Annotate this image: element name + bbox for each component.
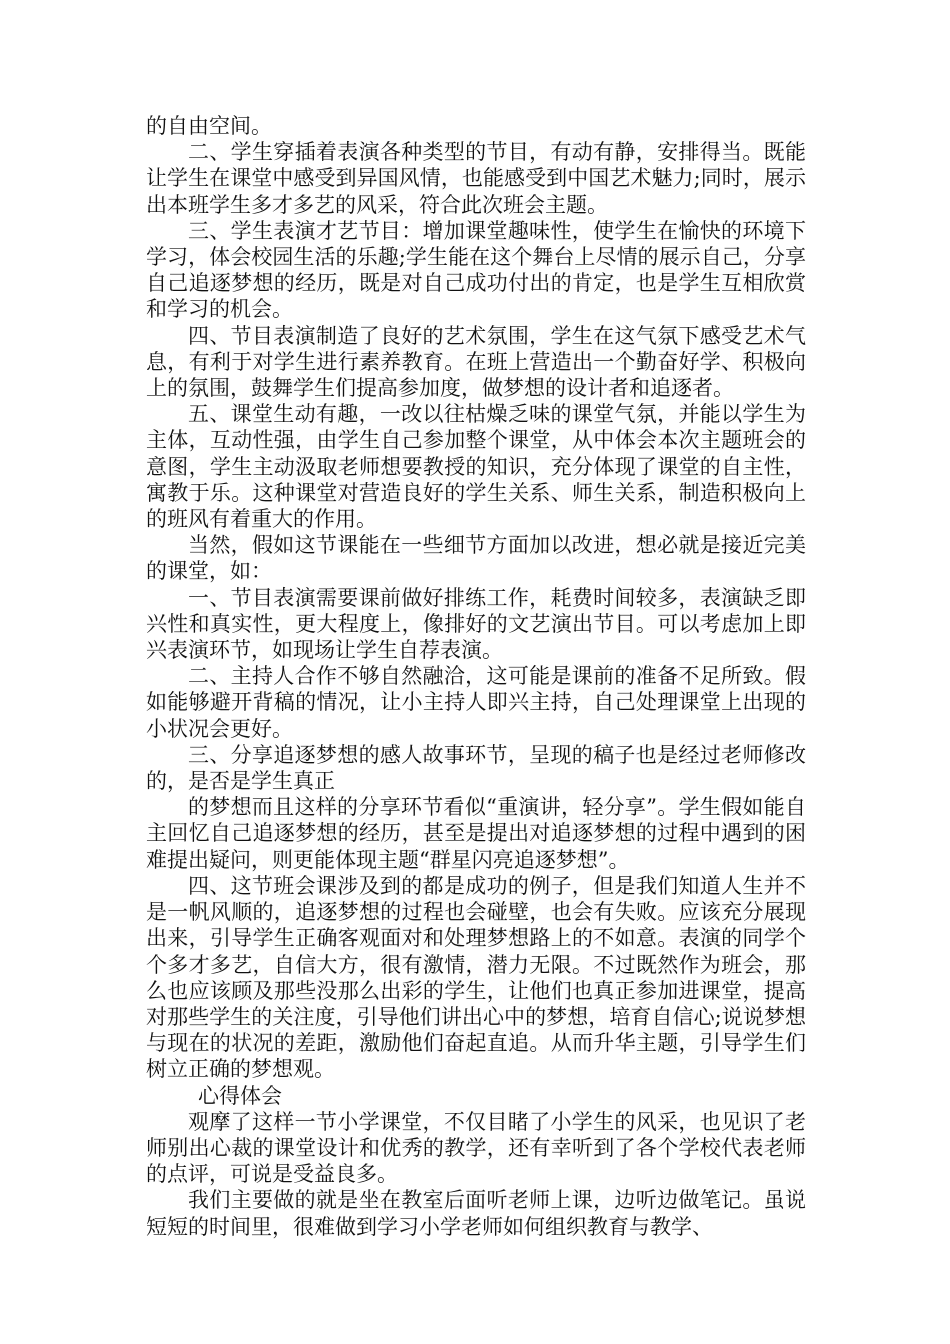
paragraph-reflection-1: 观摩了这样一节小学课堂，不仅目睹了小学生的风采，也见识了老师别出心裁的课堂设计和优秀的教学，还有幸听到了各个学校代表老师的点评，可说是受益良多。 bbox=[146, 1109, 806, 1187]
paragraph-reflection-2: 我们主要做的就是坐在教室后面听老师上课，边听边做笔记。虽说短短的时间里，很难做到学习小学老师如何组织教育与教学、 bbox=[146, 1188, 806, 1239]
paragraph-improvement-4: 四、这节班会课涉及到的都是成功的例子，但是我们知道人生并不是一帆风顺的，追逐梦想的过程也会碰壁，也会有失败。应该充分展现出来，引导学生正确客观面对和处理梦想路上的不如意。表演的同学个个多才多艺，自信大方，很有激情，潜力无限。不过既然作为班会，那么也应该顾及那些没那么出彩的学生，让他们也真正参加进课堂，提高对那些学生的关注度，引导他们讲出心中的梦想，培育自信心;说说梦想与现在的状况的差距，激励他们奋起直追。从而升华主题，引导学生们树立正确的梦想观。 bbox=[146, 873, 806, 1082]
paragraph-continuation: 的自由空间。 bbox=[146, 114, 272, 138]
document-page bbox=[146, 113, 806, 1240]
paragraph-improvement-3a: 三、分享追逐梦想的感人故事环节，呈现的稿子也是经过老师修改的，是否是学生真正 bbox=[146, 742, 806, 794]
paragraph-improvement-1: 一、节目表演需要课前做好排练工作，耗费时间较多，表演缺乏即兴性和真实性，更大程度上，像排好的文艺演出节目。可以考虑加上即兴表演环节，如现场让学生自荐表演。 bbox=[146, 585, 806, 663]
paragraph-point-5: 五、课堂生动有趣，一改以往枯燥乏味的课堂气氛，并能以学生为主体，互动性强，由学生自己参加整个课堂，从中体会本次主题班会的意图，学生主动汲取老师想要教授的知识，充分体现了课堂的自主性，寓教于乐。这种课堂对营造良好的学生关系、师生关系，制造积极向上的班风有着重大的作用。 bbox=[146, 402, 806, 532]
paragraph-improvement-intro: 当然，假如这节课能在一些细节方面加以改进，想必就是接近完美的课堂，如： bbox=[146, 533, 806, 584]
paragraph-point-4: 四、节目表演制造了良好的艺术氛围，学生在这气氛下感受艺术气息，有利于对学生进行素养教育。在班上营造出一个勤奋好学、积极向上的氛围，鼓舞学生们提高参加度，做梦想的设计者和追逐者。 bbox=[146, 323, 806, 401]
paragraph-improvement-2: 二、主持人合作不够自然融洽，这可能是课前的准备不足所致。假如能够避开背稿的情况，让小主持人即兴主持，自己处理课堂上出现的小状况会更好。 bbox=[146, 664, 806, 741]
paragraph-improvement-3b: 的梦想而且这样的分享环节看似“重演讲，轻分享”。学生假如能自主回忆自己追逐梦想的经历，甚至是提出对追逐梦想的过程中遇到的困难提出疑问，则更能体现主题“群星闪亮追逐梦想”。 bbox=[146, 795, 806, 872]
paragraph-point-3: 三、学生表演才艺节目：增加课堂趣味性，使学生在愉快的环境下学习，体会校园生活的乐趣;学生能在这个舞台上尽情的展示自己，分享自己追逐梦想的经历，既是对自己成功付出的肯定，也是学生互相欣赏和学习的机会。 bbox=[146, 218, 806, 322]
section-heading: 心得体会 bbox=[198, 1083, 282, 1108]
paragraph-point-2: 二、学生穿插着表演各种类型的节目，有动有静，安排得当。既能让学生在课堂中感受到异国风情，也能感受到中国艺术魅力;同时，展示出本班学生多才多艺的风采，符合此次班会主题。 bbox=[146, 140, 806, 217]
